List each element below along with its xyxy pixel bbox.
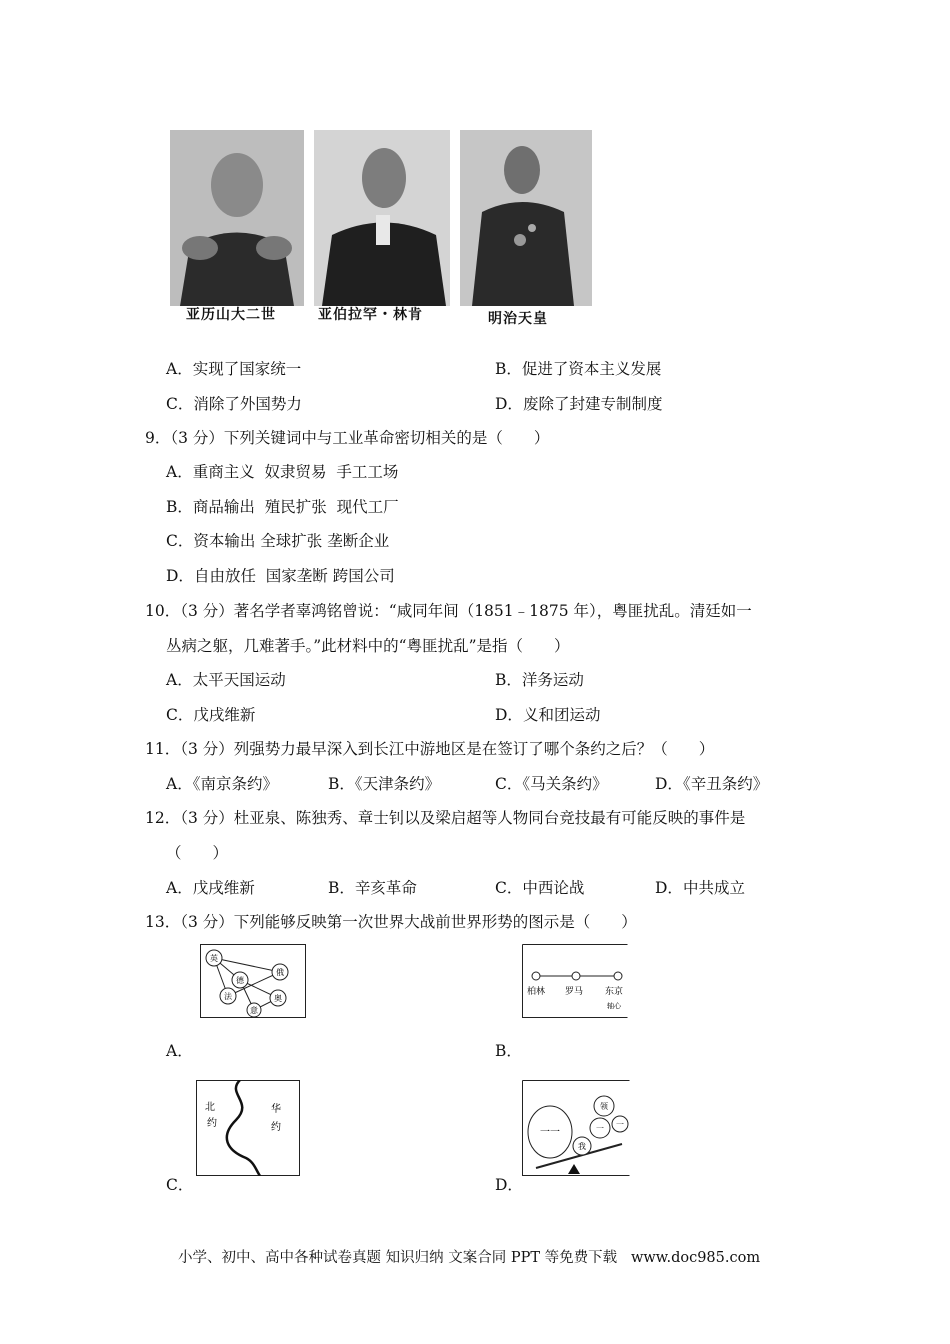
question-number: 9． [145,429,171,447]
portrait-meiji [460,130,592,306]
option-letter: B． [495,360,522,378]
diagram-b-label: 东京 [604,987,624,997]
q13-option-d-letter[interactable]: D． [495,1176,523,1194]
option-text: 洋务运动 [521,671,584,689]
option-text: 戊戌维新 [192,879,255,897]
question-text: （3 分）著名学者辜鸿铭曾说：“咸同年间（1851﹣1875 年），粤匪扰乱。清廷如一 [180,602,752,620]
q10-option-d[interactable] [495,705,600,725]
portrait-lincoln [314,130,450,306]
question-number: 13． [145,913,181,931]
option-text: 辛亥革命 [354,879,417,897]
option-letter: B． [495,671,522,689]
option-text: 太平天国运动 [192,671,286,689]
diagram-d-label: 我 [578,1142,586,1151]
option-letter: C． [495,879,523,897]
option-text: 义和团运动 [522,706,601,724]
diagram-a-label: 俄 [276,968,284,977]
q12-option-b[interactable] [328,878,417,898]
option-text: 重商主义 奴隶贸易 手工工场 [192,463,399,481]
q9-option-b[interactable] [166,497,399,517]
diagram-c-label: 约 [207,1118,217,1129]
option-letter: D． [655,879,683,897]
question-text: （3 分）列强势力最早深入到长江中游地区是在签订了哪个条约之后？（ ） [180,740,715,758]
q12-stem-line1 [145,808,745,828]
option-text: 《辛丑条约》 [682,775,769,793]
option-letter: A． [166,671,193,689]
option-text: 中西论战 [522,879,585,897]
q12-stem-line2: （ ） [166,844,229,862]
option-text: 消除了外国势力 [193,395,302,413]
cold-war-divide-icon [196,1080,300,1176]
q11-option-b[interactable] [328,774,440,794]
q8-option-a[interactable] [166,359,301,379]
q10-stem-line2: 丛病之躯，几难著手。”此材料中的“粤匪扰乱”是指（ ） [166,637,570,655]
q9-option-a[interactable] [166,462,398,482]
option-text: 促进了资本主义发展 [521,360,662,378]
option-letter: A． [166,463,193,481]
q9-option-c[interactable] [166,531,389,551]
q9-option-d[interactable] [166,566,395,586]
q13-option-c-letter[interactable]: C． [166,1176,194,1194]
question-text: （3 分）杜亚泉、陈独秀、章士钊以及梁启超等人物同台竞技最有可能反映的事件是 [180,809,746,827]
option-text: 戊戌维新 [193,706,256,724]
question-text: （3 分）下列能够反映第一次世界大战前世界形势的图示是（ ） [180,913,637,931]
option-letter: D． [495,706,523,724]
option-letter: A． [166,775,193,793]
option-letter: B． [166,498,193,516]
axis-powers-icon [522,944,628,1018]
diagram-a-label: 意 [250,1006,258,1015]
q8-option-b[interactable] [495,359,661,379]
portrait-photo-icon [170,130,304,306]
option-text: 废除了封建专制制度 [522,395,663,413]
option-text: 商品输出 殖民扩张 现代工厂 [192,498,399,516]
option-letter: D． [166,567,194,585]
q10-option-a[interactable] [166,670,286,690]
diagram-d-label: 一 [596,1124,604,1133]
q11-option-a[interactable] [166,774,278,794]
portrait-alexander-ii [170,130,304,306]
diagram-a-label: 奥 [274,994,282,1003]
q12-option-a[interactable] [166,878,255,898]
option-letter: A． [166,879,193,897]
q11-option-c[interactable] [495,774,608,794]
question-number: 11． [145,740,181,758]
diagram-a-label: 德 [236,976,244,985]
option-text: 《马关条约》 [522,775,608,793]
question-text: （3 分）下列关键词中与工业革命密切相关的是（ ） [170,429,550,447]
option-text: 资本输出 全球扩张 垄断企业 [193,532,390,550]
diagram-b-label: 柏林 [526,987,546,997]
q13-diagram-c[interactable] [196,1080,300,1176]
diagram-d-label: 一一 [540,1127,560,1138]
option-letter: B． [328,775,355,793]
q13-option-a-letter[interactable]: A． [166,1042,193,1060]
diagram-d-label: 一 [616,1120,624,1129]
diagram-b-label: 轴心 [607,1002,621,1010]
page-footer[interactable]: 小学、初中、高中各种试卷真题 知识归纳 文案合同 PPT 等免费下载 www.doc985.com [178,1250,761,1266]
option-letter: B． [328,879,355,897]
diagram-c-label: 华 [271,1104,281,1115]
portrait-caption-lincoln: 亚伯拉罕・林肯 [318,307,423,323]
question-number: 12． [145,809,181,827]
q10-option-b[interactable] [495,670,584,690]
diagram-d-label: 领 [600,1102,608,1111]
option-text: 自由放任 国家垄断 跨国公司 [193,567,395,585]
diagram-c-label: 北 [205,1102,215,1113]
option-letter: C． [166,395,194,413]
q12-option-c[interactable] [495,878,584,898]
alliance-network-icon [200,944,306,1018]
q8-option-c[interactable] [166,394,302,414]
q10-stem-line1 [145,601,752,621]
option-letter: D． [655,775,683,793]
diagram-b-label: 罗马 [564,987,584,997]
option-letter: D． [495,395,523,413]
option-text: 《天津条约》 [354,775,441,793]
option-letter: C． [166,532,194,550]
option-letter: C． [495,775,523,793]
option-text: 《南京条约》 [192,775,278,793]
q13-diagram-d[interactable] [522,1080,630,1176]
multipolar-seesaw-icon [522,1080,630,1176]
q9-stem [145,428,549,448]
diagram-a-label: 法 [224,992,232,1001]
q13-stem [145,912,637,932]
portrait-photo-icon [314,130,450,306]
q12-option-d[interactable] [655,878,745,898]
q11-stem [145,739,714,759]
q8-option-d[interactable] [495,394,662,414]
portrait-caption-alexander-ii: 亚历山大二世 [186,307,276,323]
q10-option-c[interactable] [166,705,255,725]
diagram-a-label: 英 [210,954,218,963]
q13-option-b-letter[interactable]: B． [495,1042,522,1060]
option-text: 中共成立 [682,879,745,897]
q13-diagram-a[interactable] [200,944,306,1018]
q13-diagram-b[interactable] [522,944,628,1018]
option-text: 实现了国家统一 [192,360,302,378]
option-letter: C． [166,706,194,724]
question-number: 10． [145,602,181,620]
diagram-c-label: 约 [271,1122,281,1133]
portrait-photo-icon [460,130,592,306]
portrait-caption-meiji: 明治天皇 [488,311,548,327]
q11-option-d[interactable] [655,774,768,794]
option-letter: A． [166,360,193,378]
